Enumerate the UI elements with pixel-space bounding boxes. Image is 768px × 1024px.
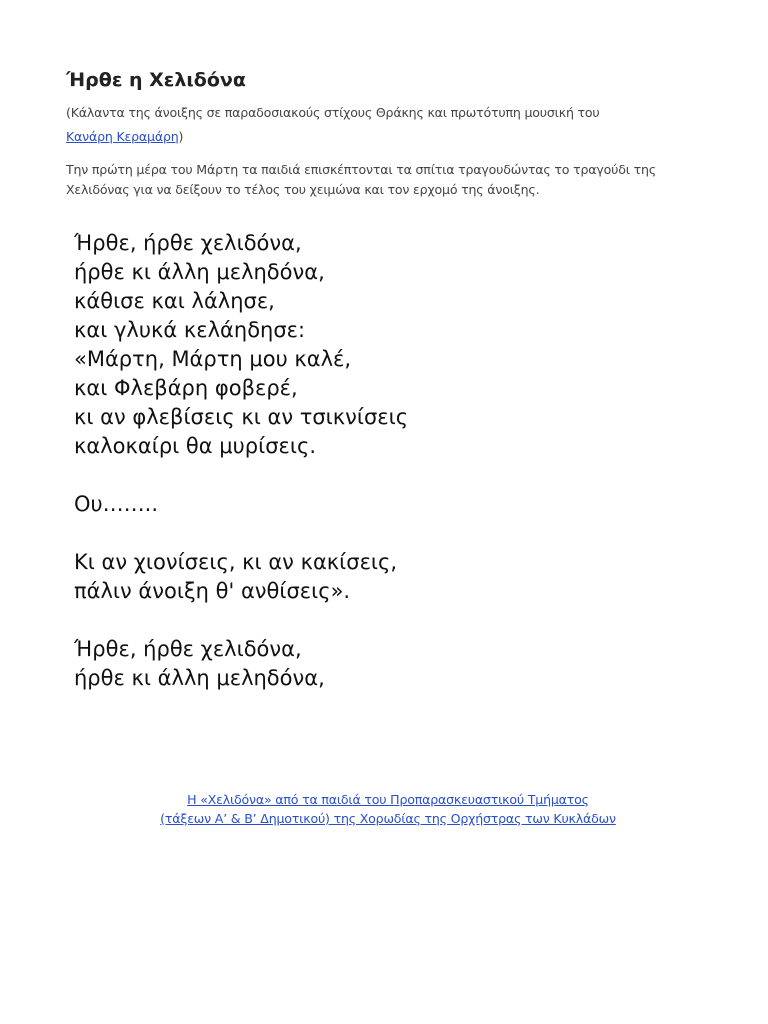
choir-video-link-line1[interactable]: Η «Χελιδόνα» από τα παιδιά του Προπαρασκευαστικού Τμήματος bbox=[187, 792, 589, 807]
choir-video-link-line2[interactable]: (τάξεων Α’ & Β’ Δημοτικού) της Χορωδίας της Ορχήστρας των Κυκλάδων bbox=[160, 811, 616, 826]
poem-line: Ήρθε, ήρθε χελιδόνα, bbox=[74, 231, 302, 255]
poem-line: Κι αν χιονίσεις, κι αν κακίσεις, bbox=[74, 550, 398, 574]
poem-line: ήρθε κι άλλη μεληδόνα, bbox=[74, 260, 325, 284]
poem-line: Ήρθε, ήρθε χελιδόνα, bbox=[74, 637, 302, 661]
intro-suffix: ) bbox=[178, 129, 184, 144]
intro-note bbox=[66, 101, 706, 149]
description-paragraph: Την πρώτη μέρα του Μάρτη τα παιδιά επισκέπτονται τα σπίτια τραγουδώντας το τραγούδι της Χελιδόνας για να δείξουν το τέλος του χειμώνα και τον ερχομό της άνοιξης. bbox=[66, 162, 656, 197]
poem-line: και Φλεβάρη φοβερέ, bbox=[74, 376, 298, 400]
poem-line: «Μάρτη, Μάρτη μου καλέ, bbox=[74, 347, 352, 371]
poem-line: κάθισε και λάλησε, bbox=[74, 289, 275, 313]
poem-line: καλοκαίρι θα μυρίσεις. bbox=[74, 434, 317, 458]
composer-link[interactable]: Κανάρη Κεραμάρη bbox=[66, 129, 179, 144]
stanza-break bbox=[74, 461, 714, 490]
poem-line: και γλυκά κελάηδησε: bbox=[74, 318, 306, 342]
poem-line: ήρθε κι άλλη μεληδόνα, bbox=[74, 666, 325, 690]
stanza-break bbox=[74, 519, 714, 548]
poem-line: Ου…….. bbox=[74, 492, 159, 516]
stanza-break bbox=[74, 606, 714, 635]
video-caption-link bbox=[0, 790, 768, 828]
poem-line: κι αν φλεβίσεις κι αν τσικνίσεις bbox=[74, 405, 409, 429]
poem-line: πάλιν άνοιξη θ' ανθίσεις». bbox=[74, 579, 351, 603]
poem-lyrics bbox=[74, 229, 714, 693]
page-title: Ήρθε η Χελιδόνα bbox=[66, 69, 246, 91]
intro-prefix: (Κάλαντα της άνοιξης σε παραδοσιακούς στίχους Θράκης και πρωτότυπη μουσική του bbox=[66, 105, 600, 120]
